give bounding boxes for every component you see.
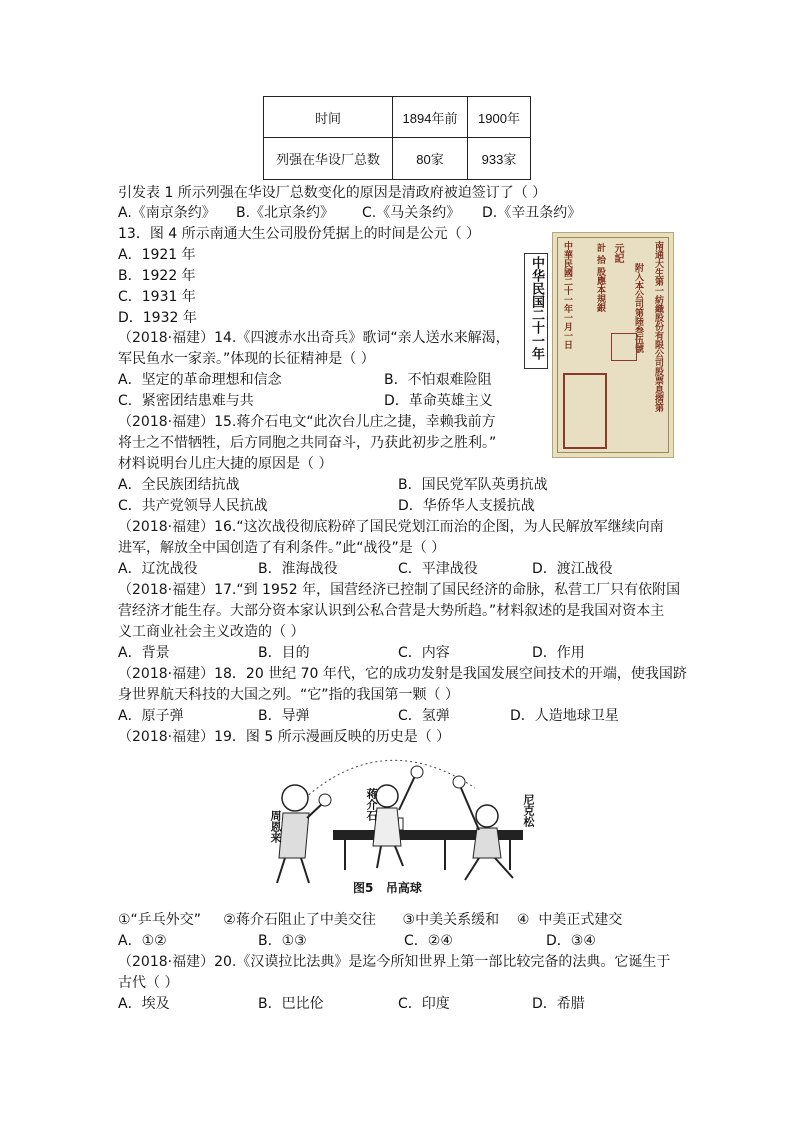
cartoon-label-nixon: 尼克松 (522, 794, 535, 827)
share-certificate-image (552, 232, 674, 458)
source-tag: （2018·福建） (118, 414, 215, 430)
cartoon-image (265, 758, 535, 898)
q16-stem-line1: （2018·福建）16.“这次战役彻底粉碎了国民党划江而治的企图，为人民解放军继续向南 (118, 519, 664, 535)
q18-option-a: A．原子弹 (118, 708, 184, 724)
q20-option-b: B．巴比伦 (258, 996, 324, 1012)
q13-option-d: D．1932 年 (118, 310, 197, 326)
q15-stem-line1: （2018·福建）15.蒋介石电文“此次台儿庄之捷，幸赖我前方 (118, 414, 496, 430)
q14-option-c: C．紧密团结患难与共 (118, 393, 254, 409)
certificate-text-col4: 計 拾 股應本規銀 (595, 243, 605, 313)
data-table (263, 96, 531, 180)
q16-option-a: A．辽沈战役 (118, 561, 198, 577)
table-cell: 80家 (393, 138, 468, 180)
q14-option-a: A．坚定的革命理想和信念 (118, 372, 282, 388)
certificate-text-col1: 南通大生第一紡織股份有限公司股票息摺第 (653, 241, 663, 412)
seal-stamp (563, 373, 607, 449)
q12-stem: 引发表 1 所示列强在华设厂总数变化的原因是清政府被迫签订了（ ） (118, 185, 547, 201)
cartoon-label-zhou: 周恩来 (269, 810, 282, 843)
q15-option-a: A．全民族团结抗战 (118, 477, 240, 493)
q14-stem-line1: （2018·福建）14.《四渡赤水出奇兵》歌词“亲人送水来解渴， (118, 330, 510, 346)
q19-option-d: D．③④ (546, 933, 596, 949)
q18-stem-line2: 身世界航天科技的大国之列。“它”指的我国第一颗（ ） (118, 687, 459, 703)
q12-option-d: D.《辛丑条约》 (482, 205, 582, 221)
q15-option-c: C．共产党领导人民抗战 (118, 498, 268, 514)
q17-option-a: A．背景 (118, 645, 170, 661)
table-row (264, 138, 531, 180)
q13-option-c: C．1931 年 (118, 289, 196, 305)
table-header-cell: 时间 (264, 97, 393, 138)
source-tag: （2018·福建） (118, 330, 215, 346)
certificate-text-col5: 中華民國二十一年一月一日 (562, 241, 572, 349)
q13-option-a: A．1921 年 (118, 247, 196, 263)
source-tag: （2018·福建） (118, 954, 215, 970)
q20-option-c: C．印度 (398, 996, 450, 1012)
q20-option-d: D．希腊 (532, 996, 585, 1012)
q18-option-c: C．氢弹 (398, 708, 450, 724)
figure5-caption: 图5 吊高球 (353, 881, 422, 895)
q20-stem-line2: 古代（ ） (118, 975, 179, 991)
table-cell: 933家 (468, 138, 531, 180)
q16-stem-line2: 进军，解放全中国创造了有利条件。”此“战役”是（ ） (118, 540, 446, 556)
q17-stem-line2: 营经济才能生存。大部分资本家认识到公私合营是大势所趋。”材料叙述的是我国对资本主 (118, 603, 665, 619)
q13-stem: 13．图 4 所示南通大生公司股份凭据上的时间是公元（ ） (118, 226, 481, 242)
source-tag: （2018·福建） (118, 582, 215, 598)
q12-option-c: C.《马关条约》 (362, 205, 461, 221)
certificate-text-col3: 元記 (612, 243, 623, 263)
ping-pong-cartoon (265, 758, 535, 898)
q15-stem-line2: 将士之不惜牺牲，后方同胞之共同奋斗，乃获此初步之胜利。” (118, 435, 497, 451)
q18-option-b: B．导弹 (258, 708, 310, 724)
table-header-row (264, 97, 531, 138)
q17-option-c: C．内容 (398, 645, 450, 661)
source-tag: （2018·福建） (118, 519, 215, 535)
q19-stem: （2018·福建）19．图 5 所示漫画反映的历史是（ ） (118, 729, 451, 745)
q19-option-b: B．①③ (258, 933, 307, 949)
q15-option-d: D．华侨华人支援抗战 (398, 498, 535, 514)
seal-stamp (611, 333, 637, 361)
q14-option-d: D．革命英雄主义 (384, 393, 493, 409)
q15-stem-line3: 材料说明台儿庄大捷的原因是（ ） (118, 456, 333, 472)
table-header-cell: 1894年前 (393, 97, 468, 138)
table-header-cell: 1900年 (468, 97, 531, 138)
q16-option-b: B．淮海战役 (258, 561, 338, 577)
q17-option-b: B．目的 (258, 645, 310, 661)
q12-option-b: B.《北京条约》 (236, 205, 335, 221)
source-tag: （2018·福建） (118, 666, 215, 682)
q19-option-a: A．①② (118, 933, 167, 949)
q16-option-d: D．渡江战役 (532, 561, 613, 577)
q13-option-b: B．1922 年 (118, 268, 196, 284)
cartoon-label-chiang: 蒋介石 (365, 788, 378, 821)
source-tag: （2018·福建） (118, 729, 215, 745)
figure4-callout: 中华民国二十一年 (524, 253, 548, 369)
q12-option-a: A.《南京条约》 (118, 205, 216, 221)
table-row-label: 列强在华设厂总数 (264, 138, 393, 180)
q14-stem-line2: 军民鱼水一家亲。”体现的长征精神是（ ） (118, 351, 375, 367)
q17-stem-line3: 义工商业社会主义改造的（ ） (118, 624, 305, 640)
q19-statements: ①“乒乓外交” ②蒋介石阻止了中美交往 ③中美关系缓和 ④ 中美正式建交 (118, 912, 623, 928)
q20-stem-line1: （2018·福建）20.《汉谟拉比法典》是迄今所知世界上第一部比较完备的法典。它诞生于 (118, 954, 671, 970)
q16-option-c: C．平津战役 (398, 561, 478, 577)
q20-option-a: A．埃及 (118, 996, 170, 1012)
q17-option-d: D．作用 (532, 645, 585, 661)
q18-stem-line1: （2018·福建）18．20 世纪 70 年代，它的成功发射是我国发展空间技术的开端，使我国跻 (118, 666, 687, 682)
q18-option-d: D．人造地球卫星 (510, 708, 619, 724)
q17-stem-line1: （2018·福建）17.“到 1952 年，国营经济已控制了国民经济的命脉，私营工厂只有依附国 (118, 582, 681, 598)
q14-option-b: B．不怕艰难险阻 (384, 372, 492, 388)
certificate-text-col2: 附入本公司第陸叁伍號 (633, 263, 643, 353)
q19-option-c: C．②④ (404, 933, 453, 949)
q15-option-b: B．国民党军队英勇抗战 (398, 477, 548, 493)
